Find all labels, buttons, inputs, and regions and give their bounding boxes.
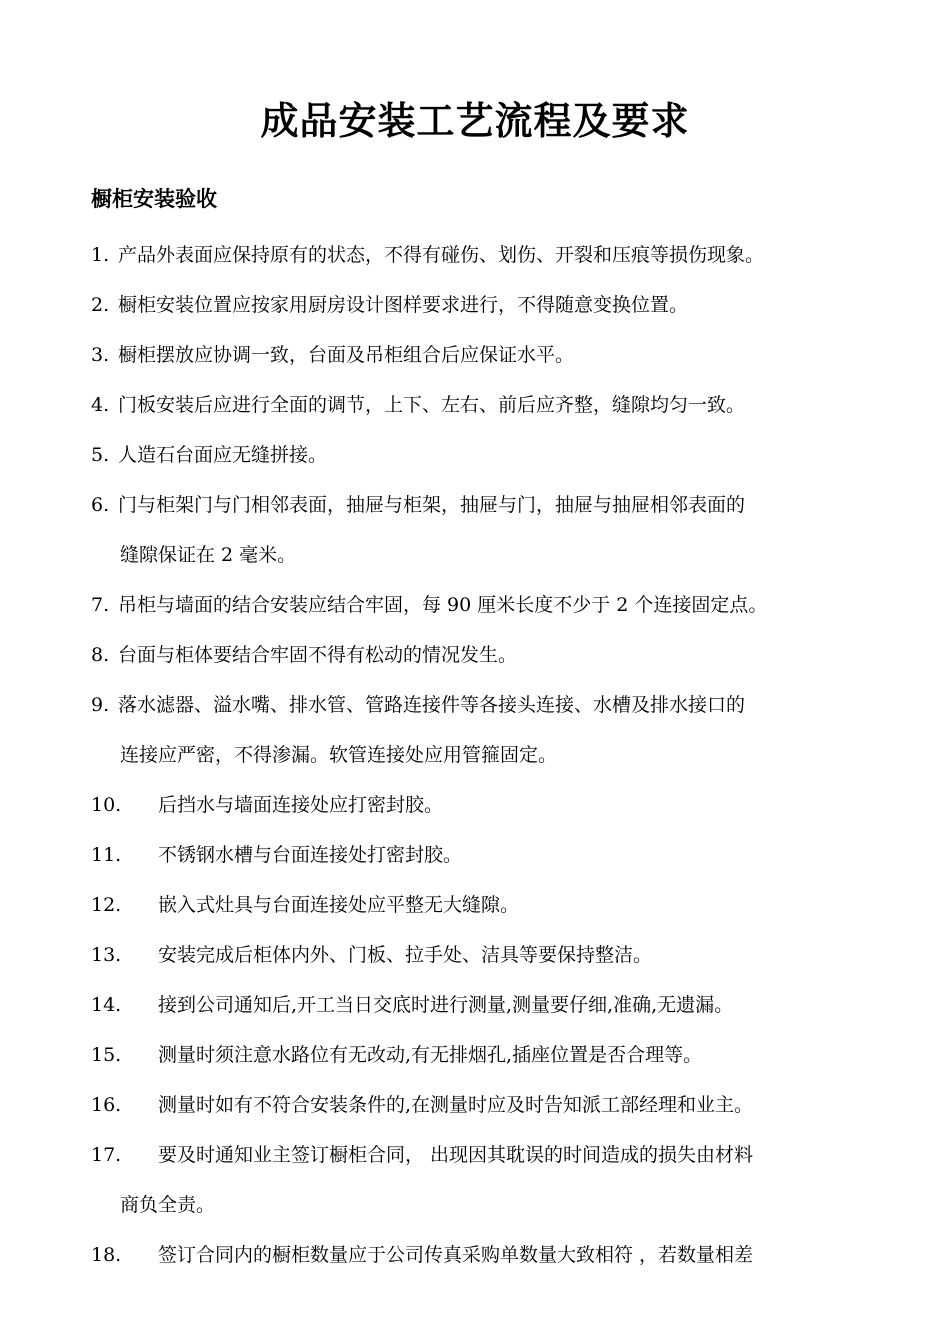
item-text: 吊柜与墙面的结合安装应结合牢固，每 90 厘米长度不少于 2 个连接固定点。 <box>118 594 768 616</box>
item-number: 13. <box>91 944 122 966</box>
document-title: 成品安装工艺流程及要求 <box>260 99 690 143</box>
list-item <box>91 680 871 780</box>
item-text: 台面与柜体要结合牢固不得有松动的情况发生。 <box>118 644 518 666</box>
list-item <box>91 880 871 930</box>
list-item <box>91 380 871 430</box>
list-item <box>91 430 871 480</box>
item-number: 12. <box>91 894 122 916</box>
item-number: 3. <box>91 344 110 366</box>
list-item <box>91 1030 871 1080</box>
item-number: 14. <box>91 994 122 1016</box>
list-item <box>91 830 871 880</box>
list-item <box>91 630 871 680</box>
item-number: 10. <box>91 794 122 816</box>
item-number: 7. <box>91 594 110 616</box>
item-number: 5. <box>91 444 110 466</box>
item-number: 15. <box>91 1044 122 1066</box>
item-text-continued: 商负全责。 <box>120 1194 216 1216</box>
list-item <box>91 230 871 280</box>
list-item <box>91 330 871 380</box>
item-number: 4. <box>91 394 110 416</box>
requirements-list <box>91 230 871 1280</box>
item-text-continued: 连接应严密，不得渗漏。软管连接处应用管箍固定。 <box>120 744 558 766</box>
list-item <box>91 1230 871 1280</box>
item-text-continued: 缝隙保证在 2 毫米。 <box>120 544 297 566</box>
list-item <box>91 480 871 580</box>
item-text: 橱柜摆放应协调一致，台面及吊柜组合后应保证水平。 <box>118 344 575 366</box>
item-text: 人造石台面应无缝拼接。 <box>118 444 328 466</box>
item-text: 产品外表面应保持原有的状态，不得有碰伤、划伤、开裂和压痕等损伤现象。 <box>118 244 765 266</box>
item-number: 2. <box>91 294 110 316</box>
item-number: 1. <box>91 244 110 266</box>
item-number: 9. <box>91 694 110 716</box>
list-item <box>91 280 871 330</box>
item-text: 橱柜安装位置应按家用厨房设计图样要求进行，不得随意变换位置。 <box>118 294 689 316</box>
item-number: 17. <box>91 1144 122 1166</box>
list-item <box>91 1080 871 1130</box>
item-text: 签订合同内的橱柜数量应于公司传真采购单数量大致相符 ，若数量相差 <box>158 1244 754 1266</box>
item-number: 11. <box>91 844 122 866</box>
list-item <box>91 980 871 1030</box>
item-number: 16. <box>91 1094 122 1116</box>
item-text: 门板安装后应进行全面的调节，上下、左右、前后应齐整，缝隙均匀一致。 <box>118 394 746 416</box>
item-number: 18. <box>91 1244 122 1266</box>
item-text: 要及时通知业主签订橱柜合同， 出现因其耽误的时间造成的损失由材料 <box>158 1144 754 1166</box>
item-text: 测量时须注意水路位有无改动,有无排烟孔,插座位置是否合理等。 <box>158 1044 703 1066</box>
item-text: 不锈钢水槽与台面连接处打密封胶。 <box>158 844 463 866</box>
list-item <box>91 1130 871 1230</box>
item-text: 落水滤器、溢水嘴、排水管、管路连接件等各接头连接、水槽及排水接口的 <box>118 694 746 716</box>
item-text: 后挡水与墙面连接处应打密封胶。 <box>158 794 444 816</box>
list-item <box>91 930 871 980</box>
item-text: 门与柜架门与门相邻表面，抽屉与柜架，抽屉与门，抽屉与抽屉相邻表面的 <box>118 494 746 516</box>
list-item <box>91 780 871 830</box>
item-text: 嵌入式灶具与台面连接处应平整无大缝隙。 <box>158 894 520 916</box>
item-number: 8. <box>91 644 110 666</box>
list-item <box>91 580 871 630</box>
item-number: 6. <box>91 494 110 516</box>
item-text: 测量时如有不符合安装条件的,在测量时应及时告知派工部经理和业主。 <box>158 1094 754 1116</box>
item-text: 安装完成后柜体内外、门板、拉手处、洁具等要保持整洁。 <box>158 944 653 966</box>
item-text: 接到公司通知后,开工当日交底时进行测量,测量要仔细,准确,无遗漏。 <box>158 994 734 1016</box>
section-heading: 橱柜安装验收 <box>91 187 217 211</box>
